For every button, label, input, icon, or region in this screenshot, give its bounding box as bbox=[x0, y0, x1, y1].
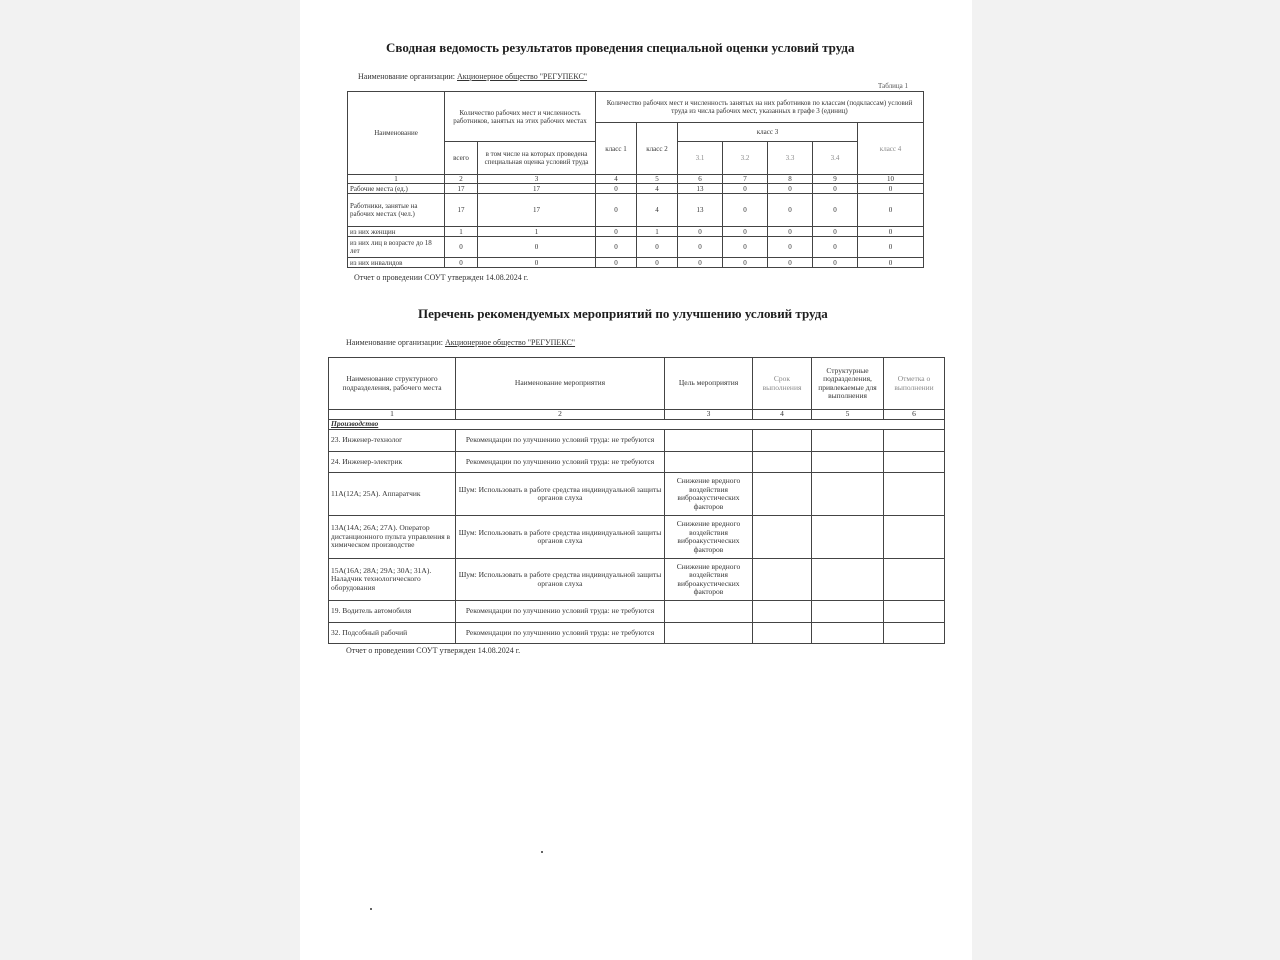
table-row bbox=[348, 258, 924, 268]
header-measure: Наименование мероприятия bbox=[456, 358, 665, 410]
cell: 0 bbox=[768, 258, 813, 268]
deadline-cell bbox=[753, 559, 812, 601]
depts-cell bbox=[812, 473, 884, 516]
col-number: 6 bbox=[884, 410, 945, 420]
measure-cell: Шум: Использовать в работе средства индивидуальной защиты органов слуха bbox=[456, 559, 665, 601]
cell: 0 bbox=[445, 258, 478, 268]
col-number: 1 bbox=[348, 175, 445, 184]
header-by-class: Количество рабочих мест и численность занятых на них работников по классам (подклассам) условий труда из числа рабочих мест, указанных в графе 3 (единиц) bbox=[596, 92, 924, 123]
col-number: 5 bbox=[812, 410, 884, 420]
goal-cell bbox=[665, 601, 753, 623]
measures-table bbox=[328, 357, 945, 644]
cell: 0 bbox=[723, 227, 768, 237]
col-number: 4 bbox=[596, 175, 637, 184]
column-numbers-row bbox=[348, 175, 924, 184]
depts-cell bbox=[812, 559, 884, 601]
header-class4: класс 4 bbox=[858, 123, 924, 175]
cell: 0 bbox=[768, 227, 813, 237]
header-goal: Цель мероприятия bbox=[665, 358, 753, 410]
col-number: 9 bbox=[813, 175, 858, 184]
header-name: Наименование bbox=[348, 92, 445, 175]
table-row bbox=[329, 452, 945, 473]
cell: 0 bbox=[723, 184, 768, 194]
deadline-cell bbox=[753, 601, 812, 623]
header-3-4: 3.4 bbox=[813, 142, 858, 175]
cell: 0 bbox=[768, 184, 813, 194]
cell: 0 bbox=[637, 258, 678, 268]
table-row bbox=[348, 237, 924, 258]
measures-org-name: Акционерное общество "РЕГУПЕКС" bbox=[445, 338, 576, 347]
header-class3: класс 3 bbox=[678, 123, 858, 142]
measures-org-line bbox=[346, 338, 575, 347]
mark-cell bbox=[884, 601, 945, 623]
cell: 0 bbox=[596, 194, 637, 227]
deadline-cell bbox=[753, 473, 812, 516]
summary-footer: Отчет о проведении СОУТ утвержден 14.08.2024 г. bbox=[354, 273, 529, 282]
cell: 0 bbox=[813, 258, 858, 268]
col-number: 3 bbox=[665, 410, 753, 420]
cell: 0 bbox=[596, 237, 637, 258]
cell: 17 bbox=[445, 184, 478, 194]
cell: 0 bbox=[858, 194, 924, 227]
table-row bbox=[329, 601, 945, 623]
measures-footer: Отчет о проведении СОУТ утвержден 14.08.2024 г. bbox=[346, 646, 521, 655]
dept-cell: 24. Инженер-электрик bbox=[329, 452, 456, 473]
goal-cell bbox=[665, 623, 753, 644]
row-label: Работники, занятые на рабочих местах (чел.) bbox=[348, 194, 445, 227]
cell: 0 bbox=[768, 237, 813, 258]
mark-cell bbox=[884, 559, 945, 601]
dept-cell: 15А(16А; 28А; 29А; 30А; 31А). Наладчик технологического оборудования bbox=[329, 559, 456, 601]
scan-speck bbox=[370, 908, 372, 910]
measures-title: Перечень рекомендуемых мероприятий по улучшению условий труда bbox=[418, 306, 828, 321]
section-heading: Производство bbox=[329, 420, 945, 430]
summary-table bbox=[347, 91, 924, 268]
mark-cell bbox=[884, 516, 945, 559]
cell: 17 bbox=[478, 184, 596, 194]
col-number: 5 bbox=[637, 175, 678, 184]
cell: 0 bbox=[768, 194, 813, 227]
measure-cell: Рекомендации по улучшению условий труда: не требуются bbox=[456, 623, 665, 644]
col-number: 6 bbox=[678, 175, 723, 184]
cell: 0 bbox=[813, 227, 858, 237]
depts-cell bbox=[812, 430, 884, 452]
measure-cell: Шум: Использовать в работе средства индивидуальной защиты органов слуха bbox=[456, 473, 665, 516]
deadline-cell bbox=[753, 516, 812, 559]
goal-cell: Снижение вредного воздействия виброакустических факторов bbox=[665, 559, 753, 601]
mark-cell bbox=[884, 430, 945, 452]
dept-cell: 23. Инженер-технолог bbox=[329, 430, 456, 452]
header-workplaces: Количество рабочих мест и численность работников, занятых на этих рабочих местах bbox=[445, 92, 596, 142]
header-total: всего bbox=[445, 142, 478, 175]
cell: 0 bbox=[596, 227, 637, 237]
measures-org-label: Наименование организации: bbox=[346, 338, 444, 347]
cell: 0 bbox=[858, 237, 924, 258]
header-class1: класс 1 bbox=[596, 123, 637, 175]
cell: 13 bbox=[678, 184, 723, 194]
dept-cell: 11А(12А; 25А). Аппаратчик bbox=[329, 473, 456, 516]
cell: 0 bbox=[723, 237, 768, 258]
cell: 0 bbox=[478, 258, 596, 268]
row-label: из них лиц в возрасте до 18 лет bbox=[348, 237, 445, 258]
col-number: 4 bbox=[753, 410, 812, 420]
deadline-cell bbox=[753, 452, 812, 473]
cell: 4 bbox=[637, 184, 678, 194]
measure-cell: Шум: Использовать в работе средства индивидуальной защиты органов слуха bbox=[456, 516, 665, 559]
cell: 0 bbox=[723, 194, 768, 227]
cell: 17 bbox=[445, 194, 478, 227]
goal-cell bbox=[665, 430, 753, 452]
table-row bbox=[348, 184, 924, 194]
col-number: 10 bbox=[858, 175, 924, 184]
measure-cell: Рекомендации по улучшению условий труда: не требуются bbox=[456, 601, 665, 623]
cell: 0 bbox=[596, 258, 637, 268]
column-numbers-row bbox=[329, 410, 945, 420]
depts-cell bbox=[812, 516, 884, 559]
cell: 0 bbox=[858, 258, 924, 268]
cell: 0 bbox=[596, 184, 637, 194]
row-label: из них инвалидов bbox=[348, 258, 445, 268]
cell: 4 bbox=[637, 194, 678, 227]
cell: 0 bbox=[813, 237, 858, 258]
table-row bbox=[329, 430, 945, 452]
cell: 0 bbox=[445, 237, 478, 258]
dept-cell: 19. Водитель автомобиля bbox=[329, 601, 456, 623]
deadline-cell bbox=[753, 430, 812, 452]
cell: 0 bbox=[813, 194, 858, 227]
table-row bbox=[329, 559, 945, 601]
header-class2: класс 2 bbox=[637, 123, 678, 175]
header-assessed: в том числе на которых проведена специальная оценка условий труда bbox=[478, 142, 596, 175]
depts-cell bbox=[812, 623, 884, 644]
table-row bbox=[329, 516, 945, 559]
summary-org-label: Наименование организации: bbox=[358, 72, 456, 81]
mark-cell bbox=[884, 623, 945, 644]
measure-cell: Рекомендации по улучшению условий труда: не требуются bbox=[456, 452, 665, 473]
row-label: Рабочие места (ед.) bbox=[348, 184, 445, 194]
mark-cell bbox=[884, 452, 945, 473]
goal-cell: Снижение вредного воздействия виброакустических факторов bbox=[665, 473, 753, 516]
header-deadline: Срок выполнения bbox=[753, 358, 812, 410]
cell: 0 bbox=[678, 227, 723, 237]
cell: 0 bbox=[678, 258, 723, 268]
goal-cell: Снижение вредного воздействия виброакустических факторов bbox=[665, 516, 753, 559]
cell: 1 bbox=[445, 227, 478, 237]
cell: 1 bbox=[478, 227, 596, 237]
cell: 1 bbox=[637, 227, 678, 237]
cell: 0 bbox=[858, 227, 924, 237]
col-number: 2 bbox=[445, 175, 478, 184]
cell: 0 bbox=[813, 184, 858, 194]
dept-cell: 13А(14А; 26А; 27А). Оператор дистанционного пульта управления в химическом производстве bbox=[329, 516, 456, 559]
cell: 0 bbox=[858, 184, 924, 194]
header-depts: Структурные подразделения, привлекаемые для выполнения bbox=[812, 358, 884, 410]
header-3-1: 3.1 bbox=[678, 142, 723, 175]
mark-cell bbox=[884, 473, 945, 516]
table-row bbox=[348, 227, 924, 237]
cell: 0 bbox=[478, 237, 596, 258]
col-number: 8 bbox=[768, 175, 813, 184]
cell: 0 bbox=[723, 258, 768, 268]
table-row bbox=[329, 623, 945, 644]
header-dept: Наименование структурного подразделения, рабочего места bbox=[329, 358, 456, 410]
header-3-2: 3.2 bbox=[723, 142, 768, 175]
cell: 13 bbox=[678, 194, 723, 227]
col-number: 3 bbox=[478, 175, 596, 184]
measure-cell: Рекомендации по улучшению условий труда: не требуются bbox=[456, 430, 665, 452]
goal-cell bbox=[665, 452, 753, 473]
deadline-cell bbox=[753, 623, 812, 644]
cell: 0 bbox=[678, 237, 723, 258]
scan-speck bbox=[541, 851, 543, 853]
depts-cell bbox=[812, 452, 884, 473]
col-number: 2 bbox=[456, 410, 665, 420]
dept-cell: 32. Подсобный рабочий bbox=[329, 623, 456, 644]
depts-cell bbox=[812, 601, 884, 623]
summary-table-label: Таблица 1 bbox=[878, 82, 908, 90]
header-mark: Отметка о выполнении bbox=[884, 358, 945, 410]
row-label: из них женщин bbox=[348, 227, 445, 237]
header-3-3: 3.3 bbox=[768, 142, 813, 175]
cell: 0 bbox=[637, 237, 678, 258]
table-row bbox=[329, 473, 945, 516]
summary-org-name: Акционерное общество "РЕГУПЕКС" bbox=[457, 72, 588, 81]
col-number: 7 bbox=[723, 175, 768, 184]
summary-title: Сводная ведомость результатов проведения специальной оценки условий труда bbox=[386, 40, 855, 55]
summary-org-line bbox=[358, 72, 587, 81]
col-number: 1 bbox=[329, 410, 456, 420]
cell: 17 bbox=[478, 194, 596, 227]
table-row bbox=[348, 194, 924, 227]
document-page bbox=[300, 0, 972, 960]
